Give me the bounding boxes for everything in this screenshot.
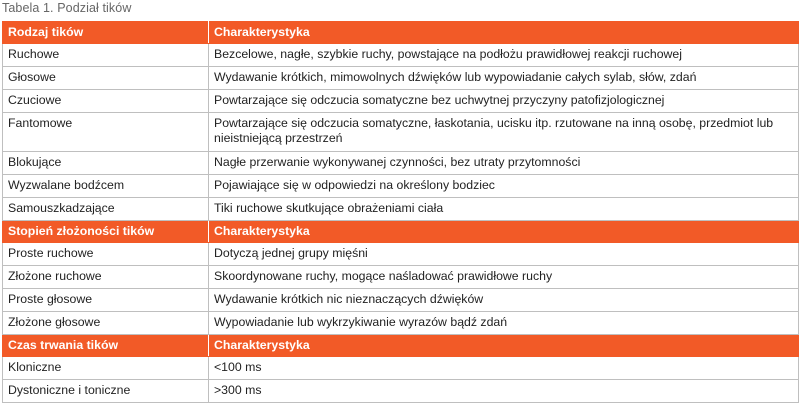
tic-description-cell: Powtarzające się odczucia somatyczne bez uchwytnej przyczyny patofizjologicznej (209, 90, 799, 113)
tic-description-cell: <100 ms (209, 357, 799, 380)
table-row (3, 312, 799, 335)
table-row (3, 380, 799, 403)
table-row (3, 357, 799, 380)
section-header-row (3, 335, 799, 357)
tic-type-cell: Złożone głosowe (3, 312, 209, 335)
table-row (3, 198, 799, 221)
tic-description-cell: >300 ms (209, 380, 799, 403)
table-row (3, 113, 799, 152)
tic-type-cell: Proste głosowe (3, 289, 209, 312)
tic-description-cell: Wydawanie krótkich nic nieznaczących dźwięków (209, 289, 799, 312)
tic-type-cell: Blokujące (3, 152, 209, 175)
tic-description-cell: Wypowiadanie lub wykrzykiwanie wyrazów bądź zdań (209, 312, 799, 335)
section-header-characteristic: Charakterystyka (209, 221, 799, 243)
tic-type-cell: Wyzwalane bodźcem (3, 175, 209, 198)
tic-description-cell: Pojawiające się w odpowiedzi na określony bodziec (209, 175, 799, 198)
tic-description-cell: Wydawanie krótkich, mimowolnych dźwięków lub wypowiadanie całych sylab, słów, zdań (209, 67, 799, 90)
table-row (3, 152, 799, 175)
tic-type-cell: Ruchowe (3, 44, 209, 67)
tic-description-cell: Dotyczą jednej grupy mięśni (209, 243, 799, 266)
section-header-category: Czas trwania tików (3, 335, 209, 357)
tic-type-cell: Złożone ruchowe (3, 266, 209, 289)
table-row (3, 266, 799, 289)
table-row (3, 44, 799, 67)
section-header-category: Stopień złożoności tików (3, 221, 209, 243)
tic-type-cell: Dystoniczne i toniczne (3, 380, 209, 403)
tic-type-cell: Samouszkadzające (3, 198, 209, 221)
tic-type-cell: Fantomowe (3, 113, 209, 152)
section-header-characteristic: Charakterystyka (209, 22, 799, 44)
tics-table (2, 21, 799, 403)
section-header-row (3, 22, 799, 44)
tic-type-cell: Kloniczne (3, 357, 209, 380)
section-header-row (3, 221, 799, 243)
section-header-category: Rodzaj tików (3, 22, 209, 44)
section-header-characteristic: Charakterystyka (209, 335, 799, 357)
table-row (3, 90, 799, 113)
table-row (3, 289, 799, 312)
tic-description-cell: Skoordynowane ruchy, mogące naśladować prawidłowe ruchy (209, 266, 799, 289)
tic-type-cell: Proste ruchowe (3, 243, 209, 266)
tic-type-cell: Czuciowe (3, 90, 209, 113)
tic-description-cell: Nagłe przerwanie wykonywanej czynności, bez utraty przytomności (209, 152, 799, 175)
table-row (3, 67, 799, 90)
table-row (3, 243, 799, 266)
tic-type-cell: Głosowe (3, 67, 209, 90)
tic-description-cell: Powtarzające się odczucia somatyczne, łaskotania, ucisku itp. rzutowane na inną osobę, przedmiot lub nieistniejącą przestrzeń (209, 113, 799, 152)
tic-description-cell: Tiki ruchowe skutkujące obrażeniami ciała (209, 198, 799, 221)
tic-description-cell: Bezcelowe, nagłe, szybkie ruchy, powstające na podłożu prawidłowej reakcji ruchowej (209, 44, 799, 67)
table-row (3, 175, 799, 198)
table-caption: Tabela 1. Podział tików (2, 1, 132, 15)
